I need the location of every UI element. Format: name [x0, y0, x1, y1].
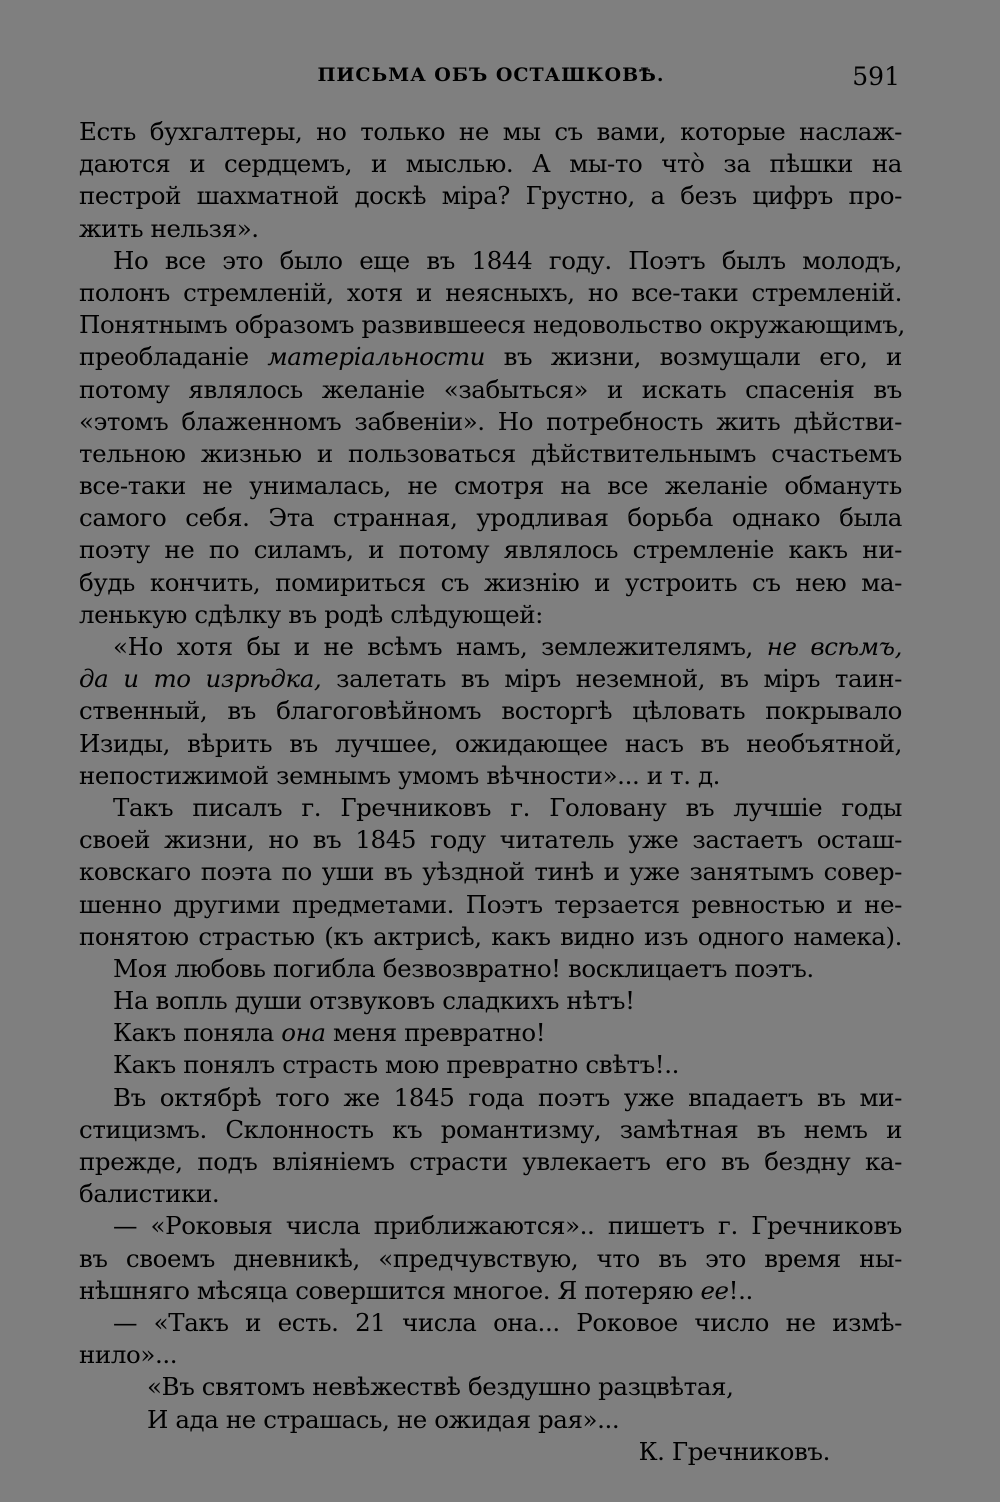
- text-line: [79, 856, 902, 888]
- text-run: К. Гречниковъ.: [638, 1436, 830, 1466]
- text-run: все-таки не унималась, не смотря на все желаніе обмануть: [79, 471, 902, 501]
- text-run: ственный, въ благоговѣйномъ восторгѣ цѣловать покрывало: [79, 696, 902, 726]
- text-line: [79, 341, 902, 373]
- text-line: [79, 1178, 902, 1210]
- text-line: [79, 180, 902, 212]
- text-run: — «Роковыя числа приближаются».. пишетъ г. Гречниковъ: [113, 1211, 902, 1241]
- text-run: И ада не страшась, не ожидая рая»...: [147, 1404, 620, 1434]
- text-line: [79, 438, 902, 470]
- text-line: [79, 1307, 902, 1339]
- text-run: Изиды, вѣрить въ лучшее, ожидающее насъ въ необъятной,: [79, 728, 902, 758]
- text-run: будь кончить, помириться съ жизнію и устроить съ нею ма-: [79, 567, 902, 597]
- text-line: [79, 245, 902, 277]
- text-line: [79, 213, 902, 245]
- text-run: поэту не по силамъ, и потому являлось стремленіе какъ ни-: [79, 535, 902, 565]
- text-line: [79, 1210, 902, 1242]
- text-run: въ своемъ дневникѣ, «предчувствую, что въ это время ны-: [79, 1243, 902, 1273]
- text-run: Такъ писалъ г. Гречниковъ г. Головану въ лучшіе годы: [113, 792, 902, 822]
- text-run: «этомъ блаженномъ забвеніи». Но потребность жить дѣйстви-: [79, 406, 902, 436]
- text-line: [79, 374, 902, 406]
- text-run: въ жизни, возмущали его, и: [485, 342, 902, 372]
- italic-run: ее: [700, 1275, 729, 1305]
- text-line: [79, 921, 902, 953]
- verse-line: [79, 1017, 902, 1049]
- body-text: [79, 116, 905, 1468]
- text-line: [79, 695, 902, 727]
- text-run: Какъ поняла: [113, 1018, 282, 1048]
- text-run: жить нельзя».: [79, 213, 259, 243]
- text-line: [79, 277, 902, 309]
- text-run: непостижимой земнымъ умомъ вѣчности»... и т. д.: [79, 760, 721, 790]
- text-run: нило»...: [79, 1340, 178, 1370]
- text-run: залетать въ міръ неземной, въ міръ таин-: [321, 664, 902, 694]
- text-line: [79, 1275, 902, 1307]
- italic-run: да и то изрѣдка,: [79, 664, 322, 694]
- text-line: [79, 663, 902, 695]
- text-line: [79, 889, 902, 921]
- text-run: меня превратно!: [325, 1018, 546, 1048]
- text-line: [79, 1339, 902, 1371]
- text-run: !..: [728, 1275, 753, 1305]
- text-run: потому являлось желаніе «забыться» и искать спасенія въ: [79, 374, 902, 404]
- verse-line: [79, 1371, 902, 1403]
- verse-line: [79, 1049, 902, 1081]
- verse-line: [79, 985, 902, 1017]
- text-run: Но все это было еще въ 1844 году. Поэтъ былъ молодъ,: [113, 245, 902, 275]
- text-run: На вопль души отзвуковъ сладкихъ нѣтъ!: [113, 986, 635, 1016]
- text-line: [79, 1082, 902, 1114]
- text-run: пестрой шахматной доскѣ міра? Грустно, а безъ цифръ про-: [79, 181, 902, 211]
- text-run: даются и сердцемъ, и мыслью. А мы-то чтò за пѣшки на: [79, 149, 902, 179]
- text-run: преобладаніе: [79, 342, 268, 372]
- text-run: стицизмъ. Склонность къ романтизму, замѣтная въ немъ и: [79, 1114, 902, 1144]
- text-line: [79, 760, 902, 792]
- text-line: [79, 567, 902, 599]
- text-run: тельною жизнью и пользоваться дѣйствительнымъ счастьемъ: [79, 438, 902, 468]
- running-title: ПИСЬМА ОБЪ ОСТАШКОВѢ.: [317, 64, 665, 86]
- italic-run: она: [281, 1018, 326, 1048]
- text-line: [79, 534, 902, 566]
- verse-line: [79, 953, 902, 985]
- text-run: полонъ стремленій, хотя и неясныхъ, но все-таки стремленій.: [79, 277, 902, 307]
- text-line: [79, 148, 902, 180]
- text-run: своей жизни, но въ 1845 году читатель уже застаетъ осташ-: [79, 825, 902, 855]
- text-run: Понятнымъ образомъ развившееся недовольство окружающимъ,: [79, 310, 905, 340]
- text-run: «Въ святомъ невѣжествѣ бездушно разцвѣтая,: [147, 1372, 734, 1402]
- text-run: нѣшняго мѣсяца совершится многое. Я потеряю: [79, 1275, 701, 1305]
- text-line: [79, 1146, 902, 1178]
- text-run: «Но хотя бы и не всѣмъ намъ, землежителямъ,: [113, 632, 767, 661]
- text-run: шенно другими предметами. Поэтъ терзается ревностью и не-: [79, 889, 902, 919]
- text-run: Какъ понялъ страсть мою превратно свѣтъ!..: [113, 1050, 680, 1080]
- text-run: самого себя. Эта странная, уродливая борьба однако была: [79, 503, 902, 533]
- text-run: Моя любовь погибла безвозвратно! восклицаетъ поэтъ.: [113, 953, 814, 983]
- text-line: [79, 824, 902, 856]
- text-line: [79, 631, 902, 663]
- page-number: 591: [852, 62, 900, 91]
- running-head: [80, 62, 902, 94]
- text-line: [79, 502, 902, 534]
- text-run: балистики.: [79, 1179, 220, 1209]
- text-line: [79, 1243, 902, 1275]
- text-line: [79, 1114, 902, 1146]
- verse-line: [79, 1404, 902, 1436]
- text-run: понятою страстью (къ актрисѣ, какъ видно изъ одного намека).: [79, 921, 902, 951]
- text-line: [79, 470, 902, 502]
- text-run: ленькую сдѣлку въ родѣ слѣдующей:: [79, 599, 544, 629]
- italic-run: матеріальности: [267, 342, 486, 372]
- signature: [79, 1436, 902, 1468]
- text-run: Есть бухгалтеры, но только не мы съ вами, которые наслаж-: [79, 117, 902, 146]
- italic-run: не всѣмъ,: [766, 632, 902, 661]
- text-line: [79, 309, 905, 341]
- text-run: ковскаго поэта по уши въ уѣздной тинѣ и уже занятымъ совер-: [79, 857, 902, 887]
- text-run: — «Такъ и есть. 21 числа она... Роковое число не измѣ-: [113, 1307, 902, 1337]
- text-line: [79, 599, 902, 631]
- text-line: [79, 792, 902, 824]
- text-line: [79, 116, 902, 148]
- text-line: [79, 406, 902, 438]
- text-line: [79, 728, 902, 760]
- text-run: прежде, подъ вліяніемъ страсти увлекаетъ его въ бездну ка-: [79, 1147, 902, 1176]
- text-run: Въ октябрѣ того же 1845 года поэтъ уже впадаетъ въ ми-: [113, 1082, 902, 1112]
